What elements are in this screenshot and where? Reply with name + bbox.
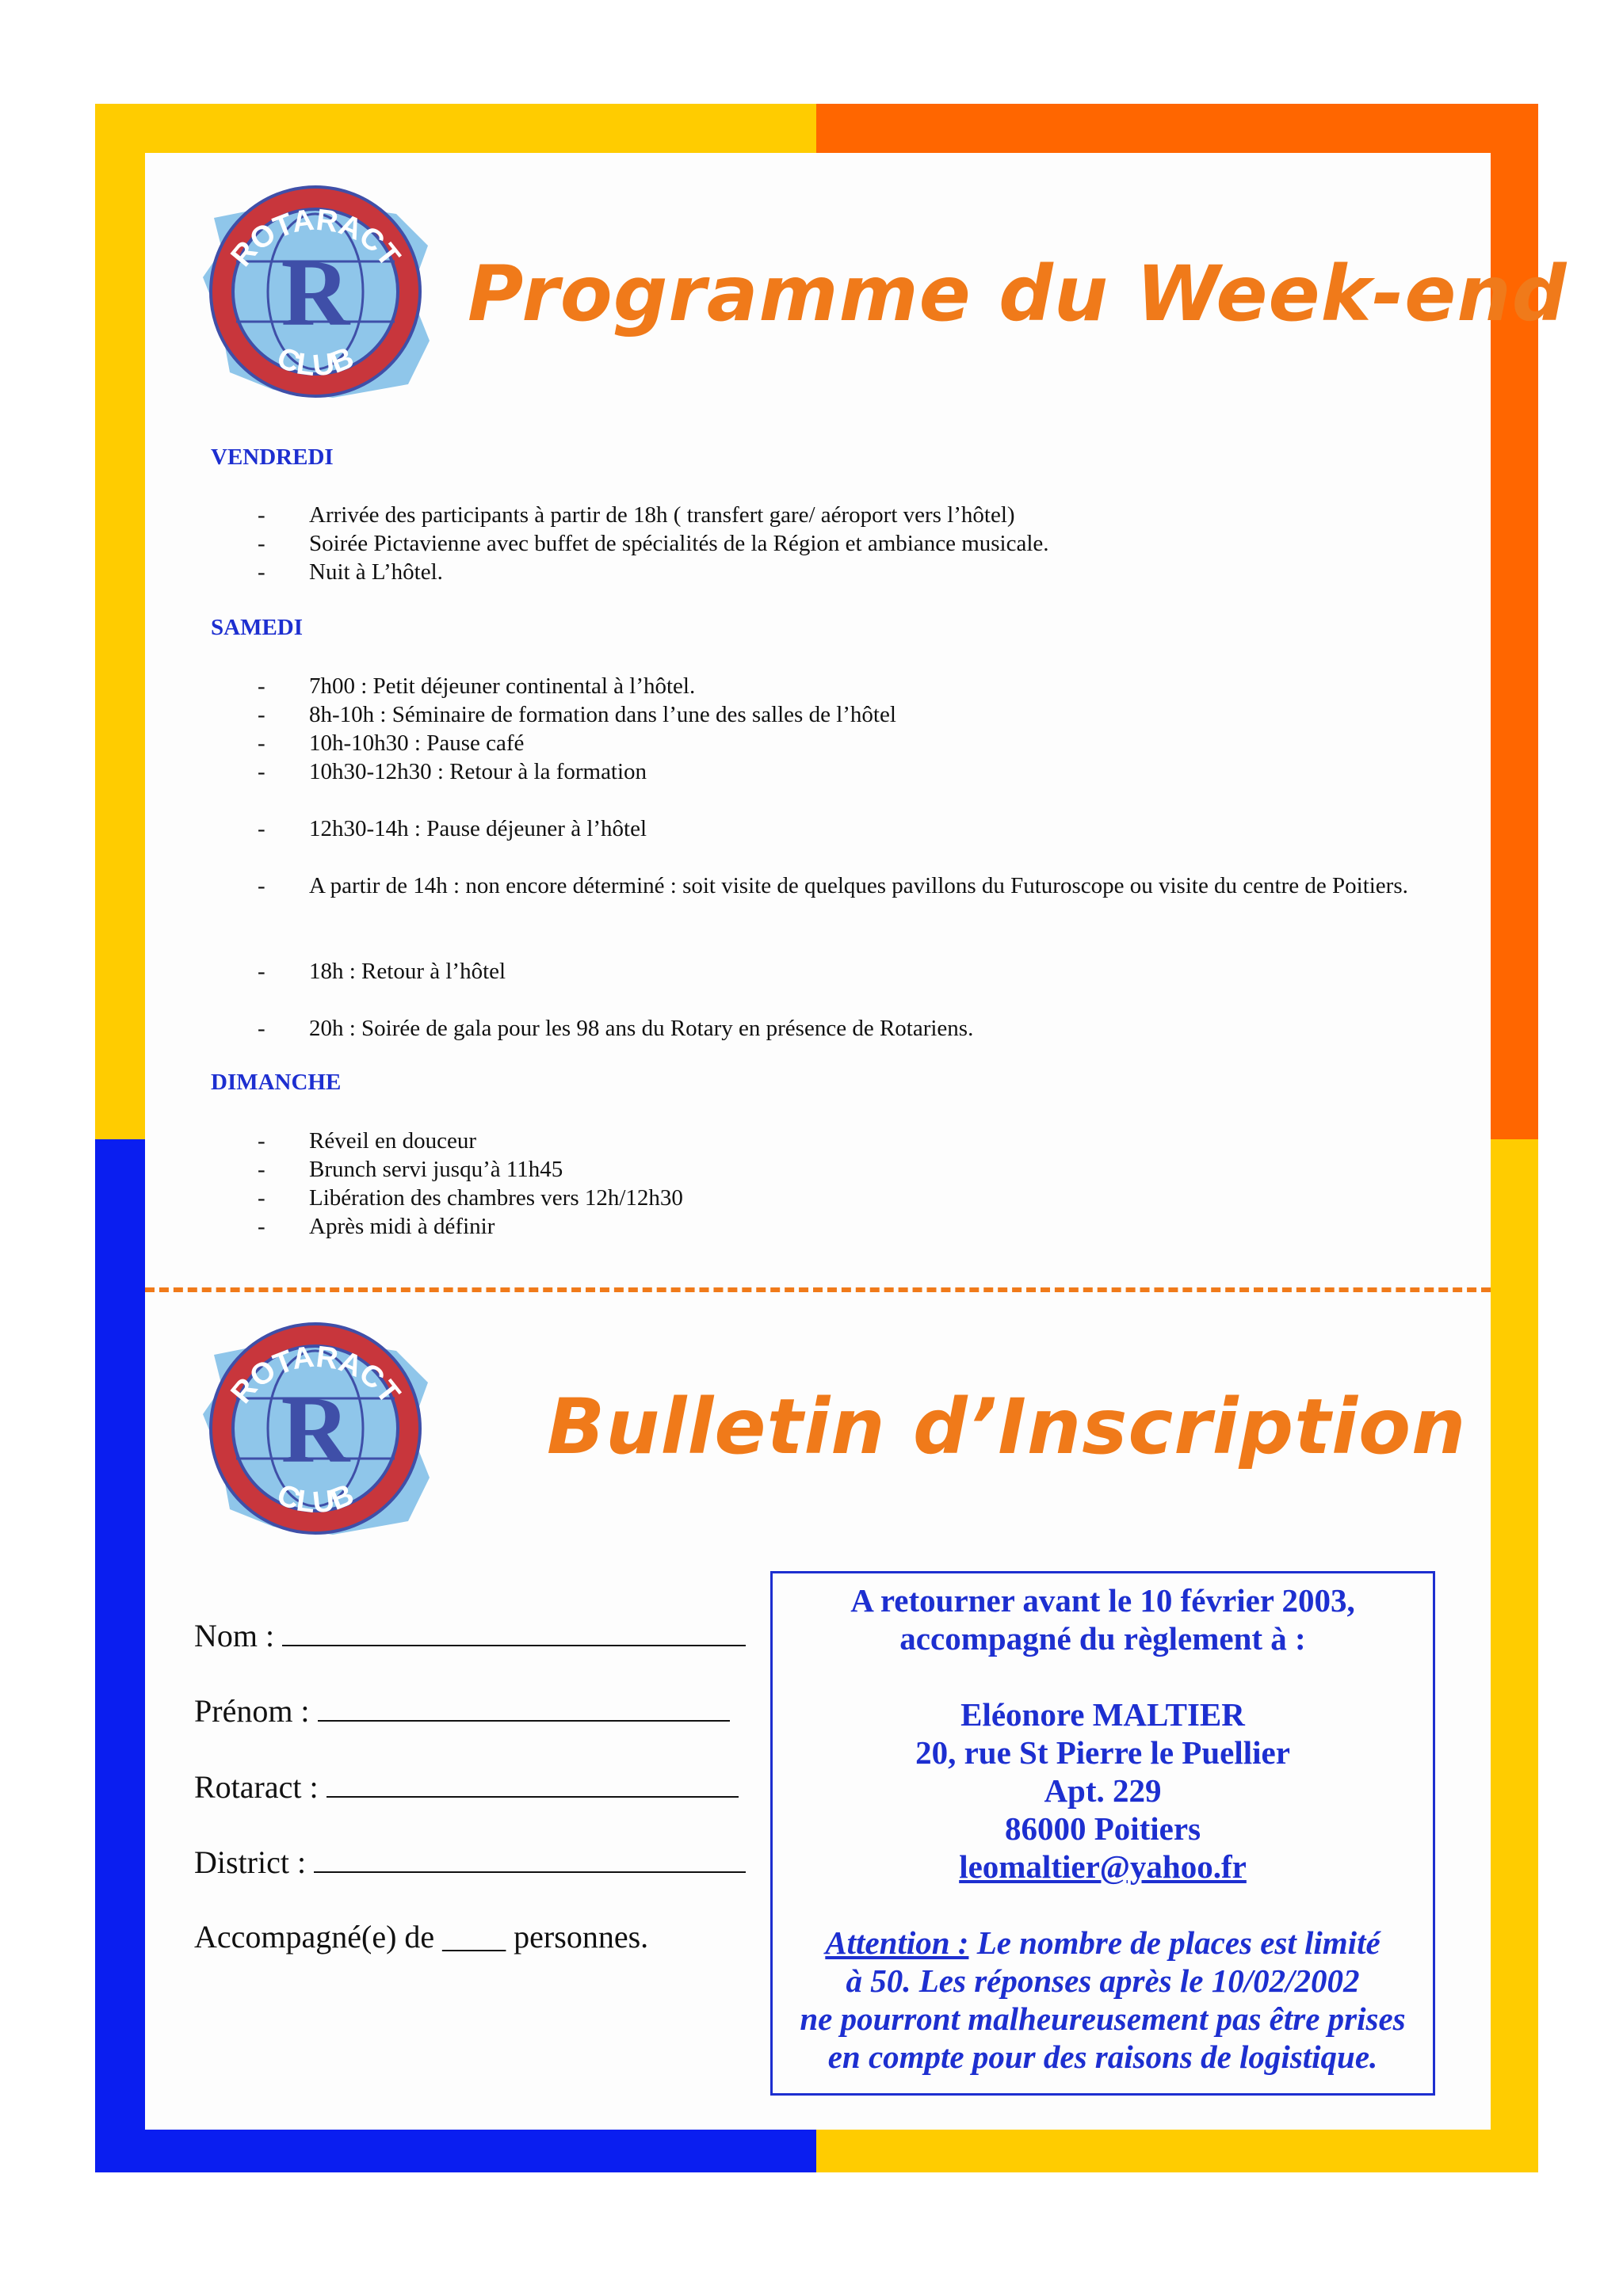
list-item: - 18h : Retour à l’hôtel — [258, 959, 506, 984]
rotaract-label: Rotaract : — [194, 1769, 319, 1805]
rotaract-logo — [198, 1319, 436, 1541]
list-item: - Réveil en douceur — [258, 1128, 476, 1154]
accompagne-label: Accompagné(e) de — [194, 1919, 435, 1955]
frame-bottom-right-yellow — [816, 2130, 1538, 2172]
list-item: - Libération des chambres vers 12h/12h30 — [258, 1185, 683, 1211]
bulletin-title: Bulletin d’Inscription — [547, 1383, 1467, 1471]
list-item: - 10h30-12h30 : Retour à la formation — [258, 759, 647, 784]
list-item: - Après midi à définir — [258, 1214, 495, 1239]
frame-top-right-orange — [816, 104, 1538, 153]
frame-left-top-yellow — [95, 104, 145, 1139]
return-deadline: A retourner avant le 10 février 2003, — [850, 1582, 1355, 1619]
nom-label: Nom : — [194, 1618, 275, 1653]
prenom-label: Prénom : — [194, 1693, 310, 1729]
accompagne-count-blank[interactable]: ____ — [442, 1919, 506, 1955]
accompagne-field[interactable] — [194, 1918, 648, 1955]
list-item: - Nuit à L’hôtel. — [258, 559, 443, 585]
attention-label: Attention : — [825, 1924, 969, 1961]
list-item: - 20h : Soirée de gala pour les 98 ans du Rotary en présence de Rotariens. — [258, 1016, 974, 1041]
frame-bottom-left-blue — [95, 2130, 816, 2172]
contact-street: 20, rue St Pierre le Puellier — [915, 1734, 1290, 1771]
attention-text: Le nombre de places est limité — [976, 1924, 1381, 1961]
program-title: Programme du Week-end — [468, 250, 1568, 338]
contact-city: 86000 Poitiers — [1004, 1810, 1201, 1847]
list-item: - 7h00 : Petit déjeuner continental à l’hôtel. — [258, 673, 696, 699]
district-label: District : — [194, 1844, 307, 1880]
cut-separator — [145, 1287, 1491, 1292]
list-item: - A partir de 14h : non encore déterminé : soit visite de quelques pavillons du Futuroscope ou visite du centre de Poitiers. — [258, 873, 1408, 898]
frame-top-left-yellow — [95, 104, 816, 153]
accompagne-suffix: personnes. — [514, 1919, 649, 1955]
attention-text: ne pourront malheureusement pas être prises — [800, 2000, 1406, 2037]
svg-text:ROTARACT: ROTARACT — [224, 1340, 407, 1410]
frame-left-bottom-blue — [95, 1139, 145, 2172]
attention-text: en compte pour des raisons de logistique. — [827, 2039, 1378, 2075]
nom-field[interactable] — [194, 1616, 746, 1654]
day-heading-vendredi: VENDREDI — [211, 444, 334, 470]
district-field[interactable] — [194, 1843, 746, 1881]
contact-apt: Apt. 229 — [1044, 1772, 1162, 1809]
list-item: - Brunch servi jusqu’à 11h45 — [258, 1157, 563, 1182]
rotaract-field[interactable] — [194, 1768, 739, 1806]
svg-text:R: R — [281, 240, 350, 345]
contact-email-link[interactable]: leomaltier@yahoo.fr — [959, 1848, 1247, 1885]
list-item: - Soirée Pictavienne avec buffet de spécialités de la Région et ambiance musicale. — [258, 531, 1049, 556]
svg-text:ROTARACT: ROTARACT — [224, 203, 407, 273]
list-item: - 12h30-14h : Pause déjeuner à l’hôtel — [258, 816, 647, 841]
list-item: - 8h-10h : Séminaire de formation dans l’une des salles de l’hôtel — [258, 702, 896, 727]
day-heading-dimanche: DIMANCHE — [211, 1070, 342, 1095]
rotaract-logo — [198, 182, 436, 404]
frame-right-bottom-yellow — [1491, 1139, 1538, 2172]
svg-text:R: R — [281, 1377, 350, 1482]
svg-text:CLUB: CLUB — [272, 1478, 359, 1520]
rotaract-blank[interactable] — [327, 1768, 739, 1798]
prenom-field[interactable] — [194, 1691, 730, 1730]
return-payment-note: accompagné du règlement à : — [899, 1620, 1306, 1657]
contact-name: Eléonore MALTIER — [960, 1696, 1245, 1733]
attention-text: à 50. Les réponses après le 10/02/2002 — [846, 1962, 1360, 1999]
list-item: - 10h-10h30 : Pause café — [258, 730, 525, 756]
return-info-box — [770, 1571, 1435, 2096]
nom-blank[interactable] — [282, 1616, 746, 1646]
day-heading-samedi: SAMEDI — [211, 615, 304, 640]
list-item: - Arrivée des participants à partir de 18h ( transfert gare/ aéroport vers l’hôtel) — [258, 502, 1015, 528]
district-blank[interactable] — [314, 1843, 746, 1873]
prenom-blank[interactable] — [318, 1691, 730, 1722]
svg-text:CLUB: CLUB — [272, 341, 359, 383]
